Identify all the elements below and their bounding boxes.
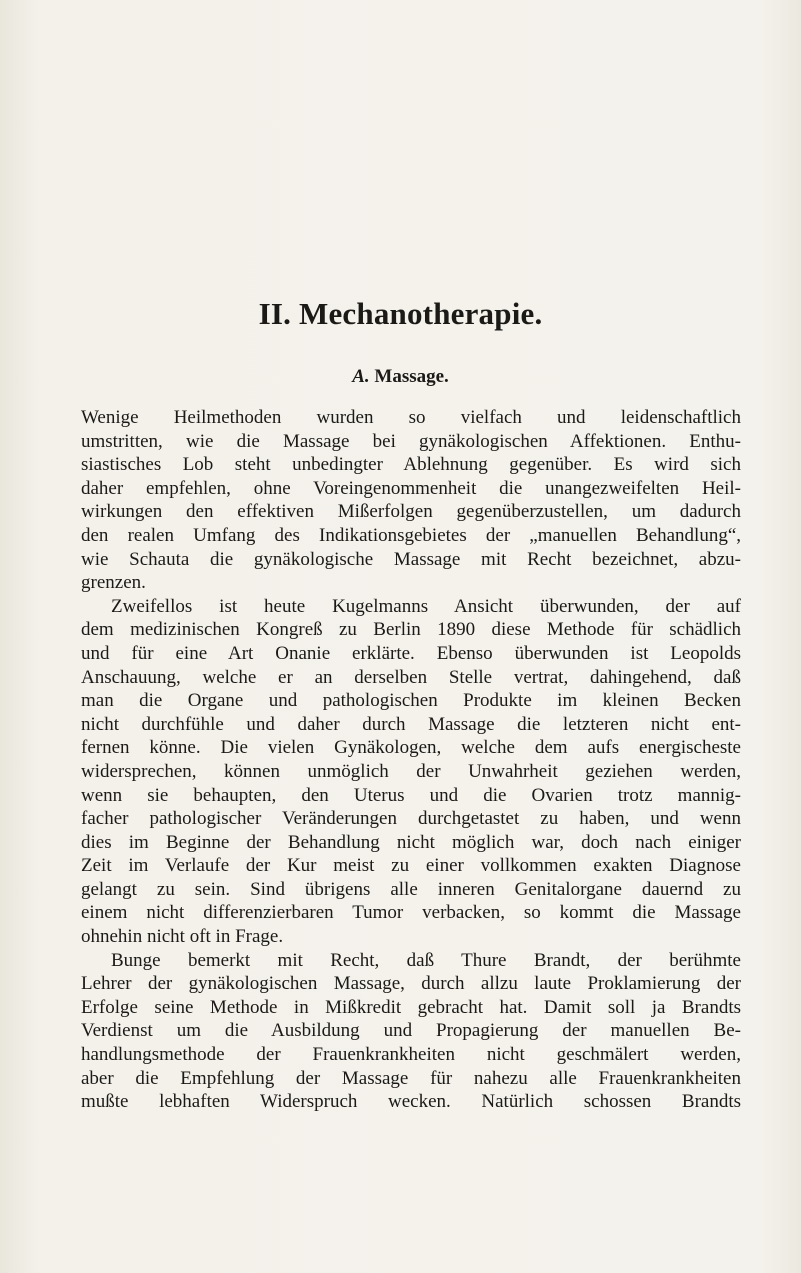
text-line: und für eine Art Onanie erklärte. Ebenso überwunden ist Leopolds (81, 642, 741, 664)
section-title (0, 366, 801, 388)
text-line: Lehrer der gynäkologischen Massage, durch allzu laute Proklamierung der (81, 973, 741, 995)
text-line: Erfolge seine Methode in Mißkredit gebracht hat. Damit soll ja Brandts (81, 996, 741, 1018)
text-line: wirkungen den effektiven Mißerfolgen gegenüberzustellen, um dadurch (81, 501, 741, 523)
chapter-title: II. Mechanotherapie. (258, 296, 543, 331)
text-line: umstritten, wie die Massage bei gynäkologischen Affektionen. Enthu- (81, 430, 741, 452)
text-line: gelangt zu sein. Sind übrigens alle inneren Genitalorgane dauernd zu (81, 878, 741, 900)
text-line: Verdienst um die Ausbildung und Propagierung der manuellen Be- (81, 1020, 741, 1042)
text-line: dem medizinischen Kongreß zu Berlin 1890 diese Methode für schädlich (81, 619, 741, 641)
text-line: einem nicht differenzierbaren Tumor verbacken, so kommt die Massage (81, 902, 741, 924)
text-line: mußte lebhaften Widerspruch wecken. Natürlich schossen Brandts (81, 1091, 741, 1113)
text-line: dies im Beginne der Behandlung nicht möglich war, doch nach einiger (81, 831, 741, 853)
text-line: nicht durchfühle und daher durch Massage die letzteren nicht ent- (81, 713, 741, 735)
text-line: wie Schauta die gynäkologische Massage mit Recht bezeichnet, abzu- (81, 548, 741, 570)
text-line: Bunge bemerkt mit Recht, daß Thure Brandt, der berühmte (111, 949, 741, 971)
text-line: Anschauung, welche er an derselben Stelle vertrat, dahingehend, daß (81, 666, 741, 688)
section-letter: A. (352, 366, 370, 387)
text-line: fernen könne. Die vielen Gynäkologen, welche dem aufs energischeste (81, 737, 741, 759)
text-line: grenzen. (81, 572, 146, 594)
text-line: Zweifellos ist heute Kugelmanns Ansicht überwunden, der auf (111, 595, 741, 617)
text-line: wenn sie behaupten, den Uterus und die Ovarien trotz mannig- (81, 784, 741, 806)
text-line: aber die Empfehlung der Massage für nahezu alle Frauenkrankheiten (81, 1067, 741, 1089)
text-line: Zeit im Verlaufe der Kur meist zu einer vollkommen exakten Diagnose (81, 855, 741, 877)
text-line: facher pathologischer Veränderungen durchgetastet zu haben, und wenn (81, 808, 741, 830)
text-line: man die Organe und pathologischen Produkte im kleinen Becken (81, 690, 741, 712)
text-line: den realen Umfang des Indikationsgebietes der „manuellen Behandlung“, (81, 524, 741, 546)
body-text (81, 406, 741, 1114)
text-line: ohnehin nicht oft in Frage. (81, 926, 284, 948)
text-line: widersprechen, können unmöglich der Unwahrheit geziehen werden, (81, 760, 741, 782)
text-line: siastisches Lob steht unbedingter Ablehnung gegenüber. Es wird sich (81, 454, 741, 476)
text-line: daher empfehlen, ohne Voreingenommenheit die unangezweifelten Heil- (81, 477, 741, 499)
text-line: Wenige Heilmethoden wurden so vielfach und leidenschaftlich (81, 407, 741, 428)
text-line: handlungsmethode der Frauenkrankheiten nicht geschmälert werden, (81, 1044, 741, 1066)
section-name: Massage. (374, 366, 449, 387)
